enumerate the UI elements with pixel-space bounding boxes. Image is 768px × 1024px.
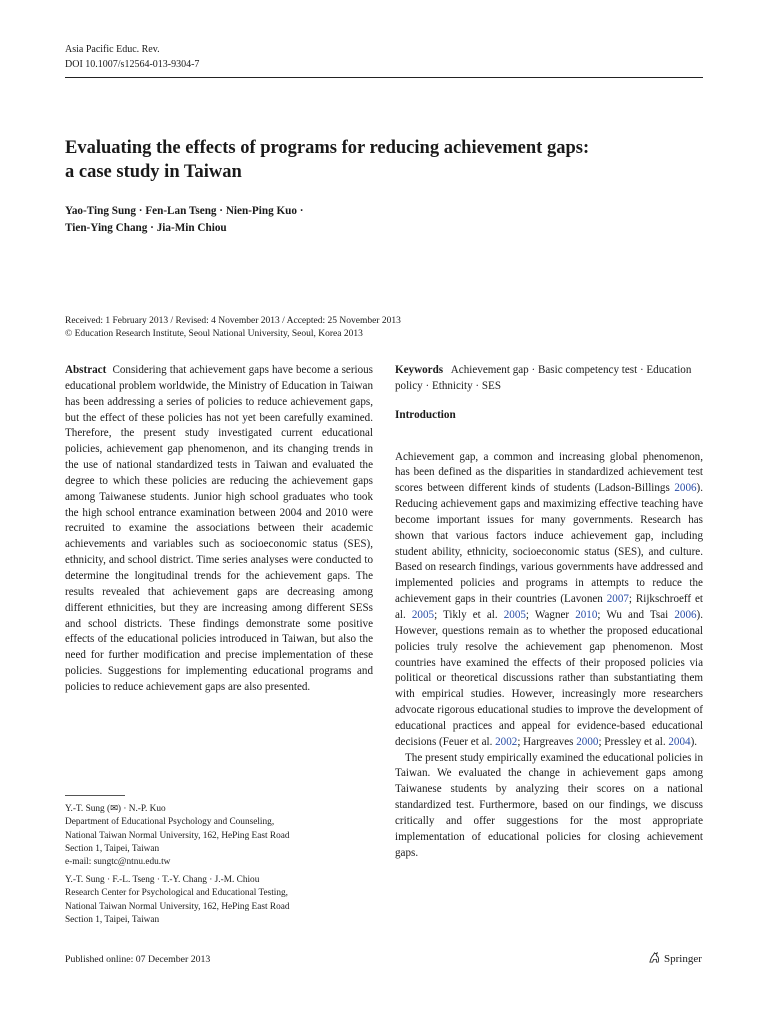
right-column bbox=[395, 363, 703, 861]
authors-line: Yao-Ting Sung · Fen-Lan Tseng · Nien-Ping Kuo · bbox=[65, 205, 304, 217]
keywords bbox=[395, 363, 703, 395]
publisher-name: Springer bbox=[664, 953, 702, 965]
section-heading-introduction: Introduction bbox=[395, 408, 456, 421]
keywords-text: Achievement gap · Basic competency test · Education policy · Ethnicity · SES bbox=[395, 364, 692, 392]
publication-history bbox=[65, 315, 705, 341]
text-run: ; Tikly et al. bbox=[434, 608, 504, 621]
title-line: a case study in Taiwan bbox=[65, 162, 242, 182]
paper-title bbox=[65, 136, 705, 184]
author-list bbox=[65, 203, 485, 237]
received-dates: Received: 1 February 2013 / Revised: 4 November 2013 / Accepted: 25 November 2013 bbox=[65, 316, 401, 326]
affiliation-line: National Taiwan Normal University, 162, HePing East Road bbox=[65, 830, 290, 841]
intro-paragraph-1 bbox=[395, 450, 703, 751]
text-run: ). Reducing achievement gaps and maximizing effective teaching have become important issues for many governments. Research has shown that various factors induce achievement gap, including student ability, ethnicity, socioeconomic status (SES), and culture. Based on research findings, various governments have addressed and implemented policies and programs in attempts to reduce the achievement gaps in their countries (Lavonen bbox=[395, 482, 703, 606]
affiliation-line: Section 1, Taipei, Taiwan bbox=[65, 914, 160, 925]
text-run: ; Pressley et al. bbox=[598, 735, 669, 748]
citation-link[interactable]: 2004 bbox=[668, 735, 691, 748]
affiliation-line: National Taiwan Normal University, 162, HePing East Road bbox=[65, 901, 290, 912]
text-run: ; Rijkschroeff et al. bbox=[395, 593, 703, 621]
affiliation-line: Department of Educational Psychology and Counseling, bbox=[65, 817, 275, 828]
text-run: ). bbox=[690, 735, 698, 748]
email-link[interactable]: e-mail: sungtc@ntnu.edu.tw bbox=[65, 857, 171, 868]
footnote-rule bbox=[65, 795, 125, 796]
citation-link[interactable]: 2006 bbox=[674, 482, 697, 495]
springer-horse-icon bbox=[648, 951, 661, 967]
authors-line: Tien-Ying Chang · Jia-Min Chiou bbox=[65, 222, 227, 234]
citation-link[interactable]: 2000 bbox=[576, 735, 599, 748]
text-run: ; Wagner bbox=[525, 608, 576, 621]
doi[interactable]: DOI 10.1007/s12564-013-9304-7 bbox=[65, 59, 200, 70]
affiliation-line: Section 1, Taipei, Taiwan bbox=[65, 843, 160, 854]
citation-link[interactable]: 2002 bbox=[495, 735, 518, 748]
affiliation-1 bbox=[65, 803, 365, 869]
citation-link[interactable]: 2006 bbox=[674, 608, 697, 621]
text-run: ). However, questions remain as to whether the proposed educational policies truly resolve the achievement gap phenomenon. Most countries have examined the effects of their proposed policies via political or theoretical discussions rather than substantiating them with empirical studies. However, increasingly more researchers advocate rigorous educational studies to improve the development of educational practices and appeal for evidence-based educational decisions (Feuer et al. bbox=[395, 608, 703, 748]
affiliation-authors: Y.-T. Sung (✉) · N.-P. Kuo bbox=[65, 804, 166, 814]
citation-link[interactable]: 2005 bbox=[411, 608, 435, 621]
abstract-text: Considering that achievement gaps have become a serious educational problem worldwide, the Ministry of Education in Taiwan has been addressing a series of policies to reduce achievement gaps, but the effect of these policies has not yet been carefully examined. Therefore, the present study investigated current educational policies, achievement gap phenomenon, and its changing trends in the use of national standardized tests in Taiwan and evaluated the degree to which these policies are reducing the achievement gaps among Taiwanese students. Junior high school graduates who took the high school entrance examination between 2004 and 2010 were recruited to examine the associations between their academic achievements and variables such as socioeconomic status (SES), ethnicity, and school district. Time series analyses were conducted to determine the longitudinal trends for the achievement gaps. The results revealed that achievement gaps are decreasing among different ethnicities, but they are increasing among different SESs and school districts. These findings demonstrate some positive effects of the educational policies introduced in Taiwan, but also the need for further modification and precise implementation of these policies. Suggestions for implementing educational programs and policies to reduce achievement gaps are also presented. bbox=[65, 364, 374, 693]
affiliation-2 bbox=[65, 874, 365, 927]
intro-paragraph-2: The present study empirically examined the educational policies in Taiwan. We evaluated the change in achievement gaps among Taiwanese students by analyzing their scores on a national standardized test. Furthermore, based on our findings, we discuss critically and offer suggestions for the most appropriate implementation of educational policies for closing achievement gaps. bbox=[395, 751, 703, 859]
abstract bbox=[65, 363, 373, 696]
citation-link[interactable]: 2010 bbox=[575, 608, 598, 621]
text-run: ; Wu and Tsai bbox=[597, 608, 675, 621]
journal-name: Asia Pacific Educ. Rev. bbox=[65, 44, 160, 55]
text-run: ; Hargreaves bbox=[517, 735, 577, 748]
text-run: Achievement gap, a common and increasing global phenomenon, has been defined as the disparities in standardized achievement test scores between different kinds of students (Ladson-Billings bbox=[395, 450, 703, 495]
citation-link[interactable]: 2007 bbox=[606, 593, 629, 606]
abstract-label: Abstract bbox=[65, 364, 107, 376]
affiliation-line: Research Center for Psychological and Educational Testing, bbox=[65, 888, 289, 899]
publisher-logo bbox=[648, 951, 702, 967]
copyright: © Education Research Institute, Seoul National University, Seoul, Korea 2013 bbox=[65, 329, 363, 339]
citation-link[interactable]: 2005 bbox=[503, 608, 526, 621]
title-line: Evaluating the effects of programs for reducing achievement gaps: bbox=[65, 138, 590, 158]
keywords-label: Keywords bbox=[395, 364, 444, 376]
affiliation-authors: Y.-T. Sung · F.-L. Tseng · T.-Y. Chang · J.-M. Chiou bbox=[65, 875, 260, 885]
published-online: Published online: 07 December 2013 bbox=[65, 954, 211, 965]
journal-header bbox=[65, 42, 199, 72]
header-rule bbox=[65, 77, 703, 78]
